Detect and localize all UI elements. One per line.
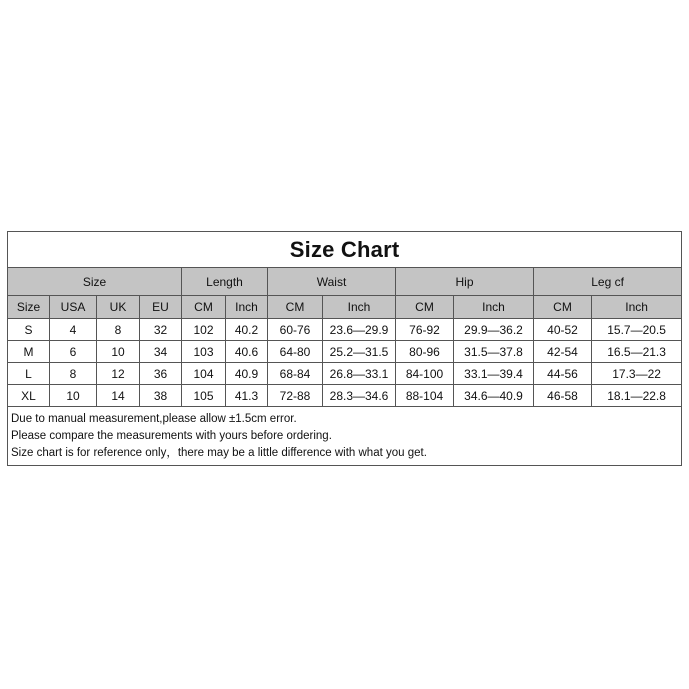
group-header: Leg cf xyxy=(534,268,682,296)
chart-title: Size Chart xyxy=(8,232,682,268)
group-header: Waist xyxy=(268,268,396,296)
table-cell: 40.9 xyxy=(226,363,268,385)
table-cell: 16.5—21.3 xyxy=(592,341,682,363)
size-chart-table xyxy=(7,231,682,466)
table-cell: 12 xyxy=(97,363,140,385)
column-header: Inch xyxy=(592,296,682,319)
table-cell: S xyxy=(8,319,50,341)
table-row xyxy=(8,319,682,341)
table-cell: 26.8—33.1 xyxy=(323,363,396,385)
table-row xyxy=(8,385,682,407)
table-cell: 4 xyxy=(50,319,97,341)
table-row xyxy=(8,363,682,385)
table-cell: 68-84 xyxy=(268,363,323,385)
column-header: CM xyxy=(182,296,226,319)
table-cell: 41.3 xyxy=(226,385,268,407)
note-line: Size chart is for reference only，there may be a little difference with what you get. xyxy=(11,447,427,459)
table-cell: 14 xyxy=(97,385,140,407)
column-header-row xyxy=(8,296,682,319)
table-cell: 34.6—40.9 xyxy=(454,385,534,407)
table-cell: 103 xyxy=(182,341,226,363)
column-header: USA xyxy=(50,296,97,319)
table-cell: 102 xyxy=(182,319,226,341)
column-header: Size xyxy=(8,296,50,319)
table-cell: 10 xyxy=(50,385,97,407)
table-cell: 60-76 xyxy=(268,319,323,341)
table-cell: 34 xyxy=(140,341,182,363)
table-cell: 42-54 xyxy=(534,341,592,363)
table-cell: 40-52 xyxy=(534,319,592,341)
table-cell: M xyxy=(8,341,50,363)
table-row xyxy=(8,341,682,363)
table-cell: 8 xyxy=(50,363,97,385)
table-cell: 28.3—34.6 xyxy=(323,385,396,407)
table-cell: 46-58 xyxy=(534,385,592,407)
column-header: CM xyxy=(268,296,323,319)
table-cell: 32 xyxy=(140,319,182,341)
notes xyxy=(8,407,682,466)
table-cell: 44-56 xyxy=(534,363,592,385)
table-cell: 15.7—20.5 xyxy=(592,319,682,341)
table-cell: 31.5—37.8 xyxy=(454,341,534,363)
table-cell: 6 xyxy=(50,341,97,363)
table-cell: 18.1—22.8 xyxy=(592,385,682,407)
column-header: CM xyxy=(534,296,592,319)
table-cell: 25.2—31.5 xyxy=(323,341,396,363)
table-cell: 17.3—22 xyxy=(592,363,682,385)
table-cell: 76-92 xyxy=(396,319,454,341)
table-cell: 80-96 xyxy=(396,341,454,363)
note-line: Due to manual measurement,please allow ±1.5cm error. xyxy=(11,413,297,425)
table-cell: 10 xyxy=(97,341,140,363)
column-header: UK xyxy=(97,296,140,319)
table-cell: 38 xyxy=(140,385,182,407)
column-header: CM xyxy=(396,296,454,319)
size-chart xyxy=(7,231,681,466)
table-cell: L xyxy=(8,363,50,385)
table-cell: 105 xyxy=(182,385,226,407)
table-cell: 36 xyxy=(140,363,182,385)
table-cell: XL xyxy=(8,385,50,407)
table-cell: 40.6 xyxy=(226,341,268,363)
column-header: Inch xyxy=(226,296,268,319)
group-header: Hip xyxy=(396,268,534,296)
table-cell: 72-88 xyxy=(268,385,323,407)
table-cell: 33.1—39.4 xyxy=(454,363,534,385)
table-cell: 84-100 xyxy=(396,363,454,385)
size-rows xyxy=(8,319,682,407)
column-header: EU xyxy=(140,296,182,319)
table-cell: 29.9—36.2 xyxy=(454,319,534,341)
table-cell: 88-104 xyxy=(396,385,454,407)
table-cell: 8 xyxy=(97,319,140,341)
note-line: Please compare the measurements with yours before ordering. xyxy=(11,430,332,442)
group-header-row xyxy=(8,268,682,296)
group-header: Length xyxy=(182,268,268,296)
column-header: Inch xyxy=(323,296,396,319)
table-cell: 23.6—29.9 xyxy=(323,319,396,341)
column-header: Inch xyxy=(454,296,534,319)
table-cell: 104 xyxy=(182,363,226,385)
table-cell: 40.2 xyxy=(226,319,268,341)
table-cell: 64-80 xyxy=(268,341,323,363)
group-header: Size xyxy=(8,268,182,296)
